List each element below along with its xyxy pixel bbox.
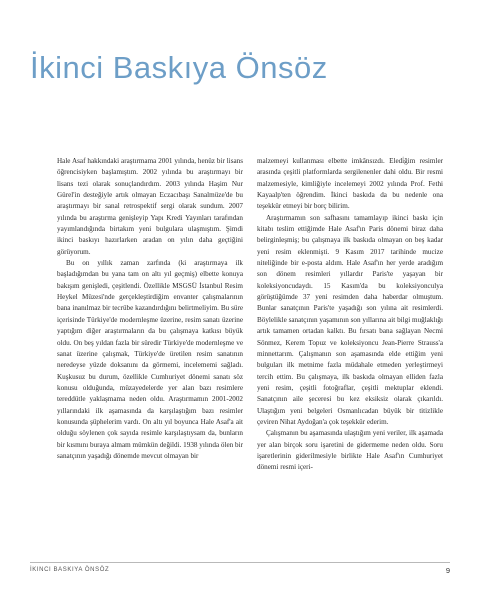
paragraph: Araştırmamın son safhasını tamamlayıp ikinci baskı için kitabı teslim ettiğimde Hale Asaf'ın Paris dönemi biraz daha belirginleşmiş; bu çalışmaya ilk baskıda olmayan on beş kadar yeni resim eklenmişti. 9 Kasım 2017 tarihinde mucize niteliğinde bir e-posta aldım. Hale Asaf'ın her yerde aradığım son dönem resimleri yıllardır Paris'te yaşayan bir koleksiyoncudaydı. 15 Kasım'da bu koleksiyonculya görüştüğümde 37 yeni resimden daha haberdar olmuştum. Bunlar sanatçının Paris'te yaşadığı son yılına ait resimlerdi. Böylelikle sanatçının yaşamının son yıllarına ait bilgi muğlaklığı artık tamamen ortadan kalktı. Bu fırsatı bana sağlayan Necmi Sönmez, Kerem Topuz ve koleksiyoncu Jean-Pierre Strauss'a minnettarım. Çalışmanın son aşamasında elde ettiğim yeni bulguları ilk metnime fazla müdahale etmeden yerleştirmeyi tercih ettim. Bu çalışmaya, ilk baskıda olmayan elliden fazla yeni resim, çeşitli fotoğraflar, çeşitli mektuplar eklendi. Sanatçının aile şeceresi bu kez eksiksiz olarak çıkarıldı. Ulaştığım yeni belgeleri Osmanlıcadan büyük bir titizlikle çeviren Nihat Aydoğan'a çok teşekkür ederim. <box>257 213 443 426</box>
body-text <box>57 156 443 474</box>
page-number: 9 <box>445 566 450 575</box>
footer-divider <box>30 562 450 563</box>
running-footer: İKINCI BASKIYA ÖNSÖZ <box>30 567 110 573</box>
left-column <box>57 156 243 474</box>
right-column <box>257 156 443 474</box>
paragraph: Çalışmanın bu aşamasında ulaştığım yeni veriler, ilk aşamada yer alan birçok soru işaretini de gidermeme neden oldu. Soru işaretlerinin giderilmesiyle birlikte Hale Asaf'ın Cumhuriyet dönemi resmi içeri- <box>257 429 443 472</box>
paragraph: Hale Asaf hakkındaki araştırmama 2001 yılında, henüz bir lisans öğrencisiyken başlamıştım. 2002 yılında bu araştırmayı bir lisans tezi olarak sonuçlandırdım. 2003 yılında Haşim Nur Gürel'in desteğiyle artık olmayan Eczacıbaşı Sanalmüze'de bu araştırmayı bir sanal retrospektif sergi olarak sundum. 2007 yılında bu araştırma genişleyip Yapı Kredi Yayınları tarafından yayımlandığında birtakım yeni bulgulara ulaşmıştım. Şimdi ikinci baskıyı hazırlarken aradan on yılın daha geçtiğini görüyorum. <box>57 157 243 256</box>
paragraph: malzemeyi kullanması elbette imkânsızdı. Eledi̇ğim resimler arasında çeşitli platformlarda sergilenenler dahi oldu. Bir resmi malzemesiyle, kimliğiyle incelemeyi 2002 yılında Prof. Fethi Kayaalp'ten öğrendim. İkinci baskıda da bu nedenle ona teşekkür etmeyi bir borç bilirim. <box>257 157 443 211</box>
page-title: İkinci Baskıya Önsöz <box>30 50 328 85</box>
paragraph: Bu on yıllık zaman zarfında (ki araştırmaya ilk başladığımdan bu yana tam on altı yıl geçmiş) elbette konuya bakışım genişledi, çeşitlendi. Özellikle MSGSÜ İstanbul Resim Heykel Müzesi'nde gerçekleştirdiğim envanter çalışmalarının bana inanılmaz bir tecrübe kazandırdığını belirtmeliyim. Bu süre içerisinde Türkiye'de modernleşme üzerine, resim sanatı üzerine yaptığım diğer araştırmaların da bu çalışmaya katkısı büyük oldu. On beş yıldan fazla bir süredir Türkiye'de modernleşme ve sanat üzerine çalışmak, Türkiye'de üretilen resim sanatının neredeyse yüzde doksanını da görmemi, incelememi sağladı. Kuşkusuz bu durum, özellikle Cumhuriyet dönemi sanatı söz konusu olduğunda, müzayedelerde yer alan bazı resimlere tereddütle yaklaşmama neden oldu. Araştırmamın 2001-2002 yıllarındaki ilk aşamasında da karşılaştığım bazı resimler konusunda şüphelerim vardı. On altı yıl boyunca Hale Asaf'a ait olduğu söylenen çok sayıda resimle karşılaştıysam da, bunların bir kısmını buraya almam mümkün değildi. 1938 yılında ölen bir sanatçının yaşadığı dönemde mevcut olmayan bir <box>57 259 243 460</box>
